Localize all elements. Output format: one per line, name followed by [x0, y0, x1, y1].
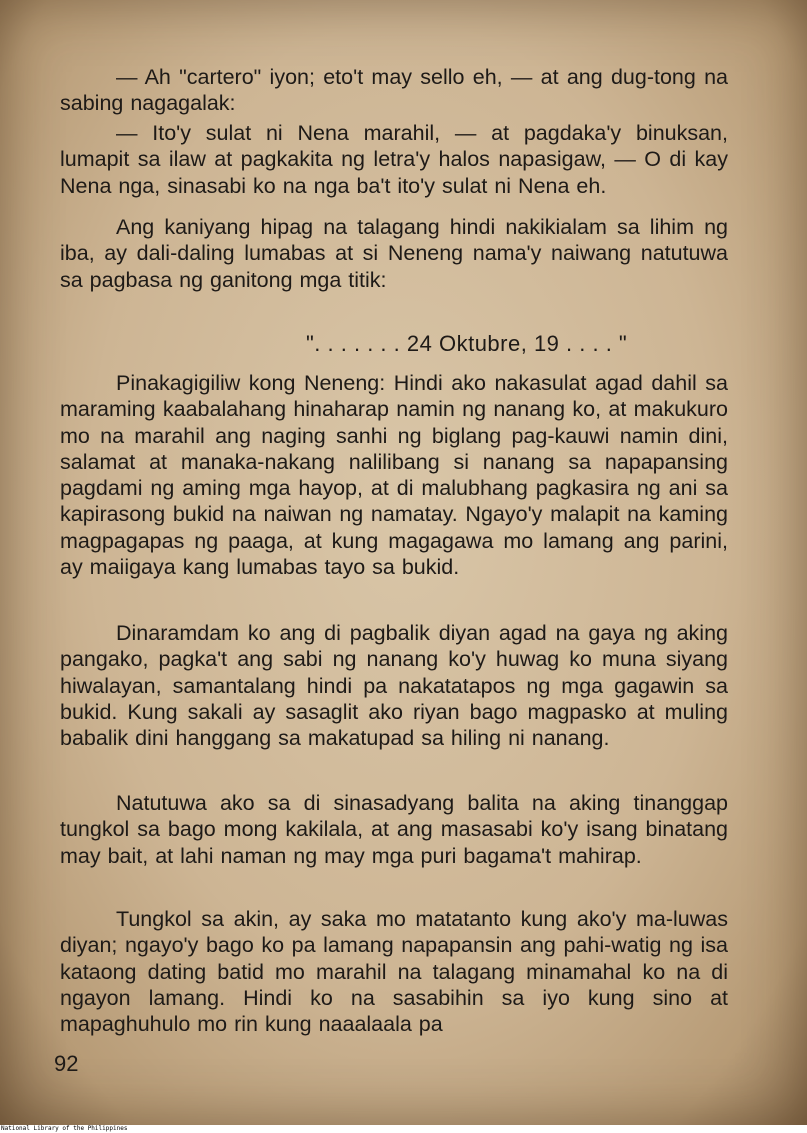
- paragraph-7: [60, 906, 728, 1037]
- paragraph-3-text: Ang kaniyang hipag na talagang hindi nakikialam sa lihim ng iba, ay dali-daling lumabas at si Neneng nama'y naiwang natutuwa sa pagbasa ng ganitong mga titik:: [60, 215, 728, 292]
- paragraph-5: [60, 620, 728, 751]
- paragraph-4: [60, 370, 728, 580]
- footer-credit: National Library of the Philippines: [1, 1125, 128, 1132]
- paragraph-4-text: Pinakagigiliw kong Neneng: Hindi ako nakasulat agad dahil sa maraming kaabalahang hinaharap namin ng nanang ko, at makukuro mo na marahil ang naging sanhi ng biglang pag-kauwi namin dini, salamat at manaka-nakang nalilibang si nanang sa napapansing pagdami ng aming mga hayop, at di malubhang pagkasira ng ani sa kapirasong bukid na naiwan ng namatay. Ngayo'y malapit na kaming magpagapas ng paaga, at kung magagawa mo lamang ang parini, ay maiigaya kang lumabas tayo sa bukid.: [60, 371, 728, 580]
- paragraph-2-text: — Ito'y sulat ni Nena marahil, — at pagdaka'y binuksan, lumapit sa ilaw at pagkakita ng letra'y halos napasigaw, — O di kay Nena nga, sinasabi ko na nga ba't ito'y sulat ni Nena eh.: [60, 121, 728, 198]
- paragraph-5-text: Dinaramdam ko ang di pagbalik diyan agad na gaya ng aking pangako, pagka't ang sabi ng nanang ko'y huwag ko muna siyang hiwalayan, samantalang hindi pa nakatatapos ng mga gagawin sa bukid. Kung sakali ay sasaglit ako riyan bago magpasko at muling babalik dini hanggang sa makatupad sa hiling ni nanang.: [60, 621, 728, 751]
- page-number: 92: [54, 1051, 79, 1076]
- paragraph-6-text: Natutuwa ako sa di sinasadyang balita na aking tinanggap tungkol sa bago mong kakilala, at ang masasabi ko'y isang binatang may bait, at lahi naman ng may mga puri bagama't mahirap.: [60, 791, 728, 868]
- paragraph-2: [60, 120, 728, 199]
- paragraph-7-text: Tungkol sa akin, ay saka mo matatanto kung ako'y ma-luwas diyan; ngayo'y bago ko pa lamang napapansin ang pahi-watig ng isa kataong dating batid mo marahil na talagang minamahal ko na di ngayon lamang. Hindi ko na sasabihin sa iyo kung sino at mapaghuhulo mo rin kung naaalaala pa: [60, 907, 728, 1037]
- paragraph-1-text: — Ah "cartero" iyon; eto't may sello eh, — at ang dug-tong na sabing nagagalak:: [60, 65, 728, 116]
- paragraph-6: [60, 790, 728, 869]
- paragraph-1: [60, 64, 728, 117]
- paragraph-3: [60, 214, 728, 293]
- footer-strip: [0, 1125, 807, 1133]
- letter-dateline: ". . . . . . . 24 Oktubre, 19 . . . . ": [306, 331, 628, 356]
